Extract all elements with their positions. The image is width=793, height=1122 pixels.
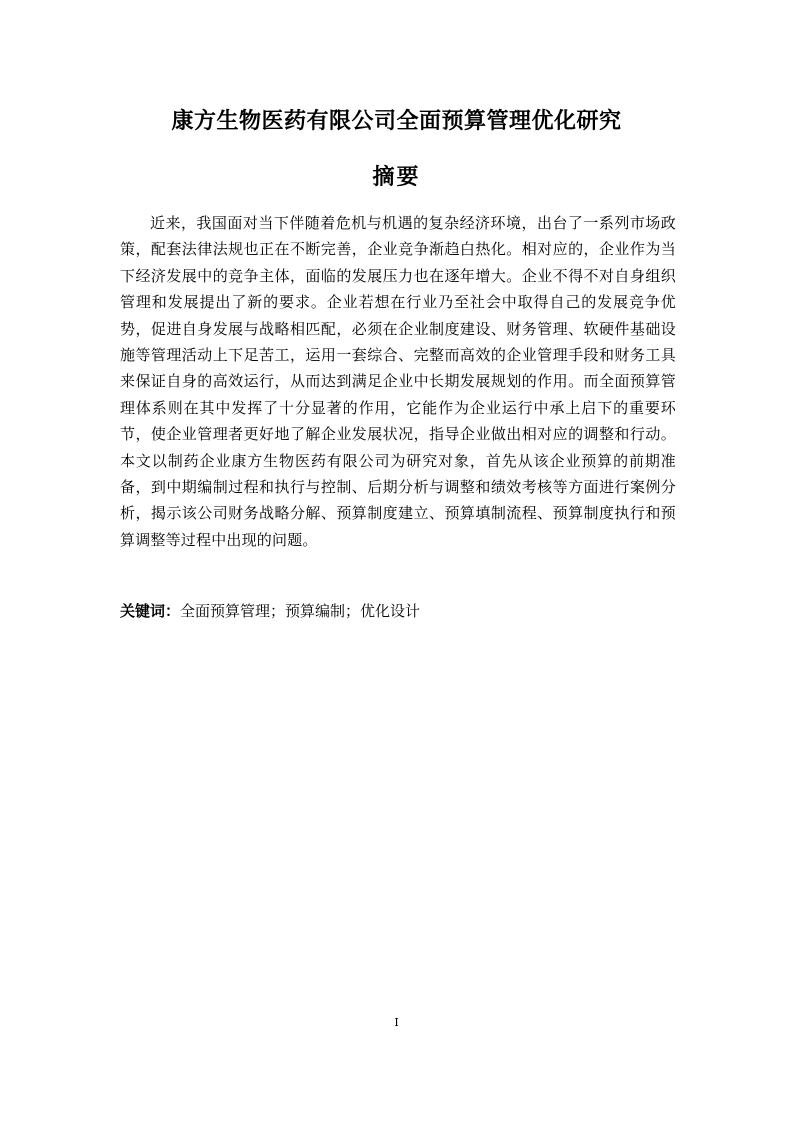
page-number: I: [394, 1016, 399, 1029]
abstract-heading: 摘要: [372, 165, 421, 190]
keywords-line: [120, 598, 676, 624]
keywords-list: 全面预算管理；预算编制；优化设计: [180, 602, 421, 620]
abstract-body: 近来，我国面对当下伴随着危机与机遇的复杂经济环境，出台了一系列市场政策，配套法律法规也正在不断完善，企业竞争渐趋白热化。相对应的，企业作为当下经济发展中的竞争主体，面临的发展压力也在逐年增大。企业不得不对自身组织管理和发展提出了新的要求。企业若想在行业乃至社会中取得自己的发展竞争优势，促进自身发展与战略相匹配，必须在企业制度建设、财务管理、软硬件基础设施等管理活动上下足苦工，运用一套综合、完整而高效的企业管理手段和财务工具来保证自身的高效运行，从而达到满足企业中长期发展规划的作用。而全面预算管理体系则在其中发挥了十分显著的作用，它能作为企业运行中承上启下的重要环节，使企业管理者更好地了解企业发展状况，指导企业做出相对应的调整和行动。本文以制药企业康方生物医药有限公司为研究对象，首先从该企业预算的前期准备，到中期编制过程和执行与控制、后期分析与调整和绩效考核等方面进行案例分析，揭示该公司财务战略分解、预算制度建立、预算填制流程、预算制度执行和预算调整等过程中出现的问题。: [120, 214, 676, 549]
keywords-label: 关键词：: [120, 602, 181, 620]
document-title: 康方生物医药有限公司全面预算管理优化研究: [171, 109, 622, 134]
